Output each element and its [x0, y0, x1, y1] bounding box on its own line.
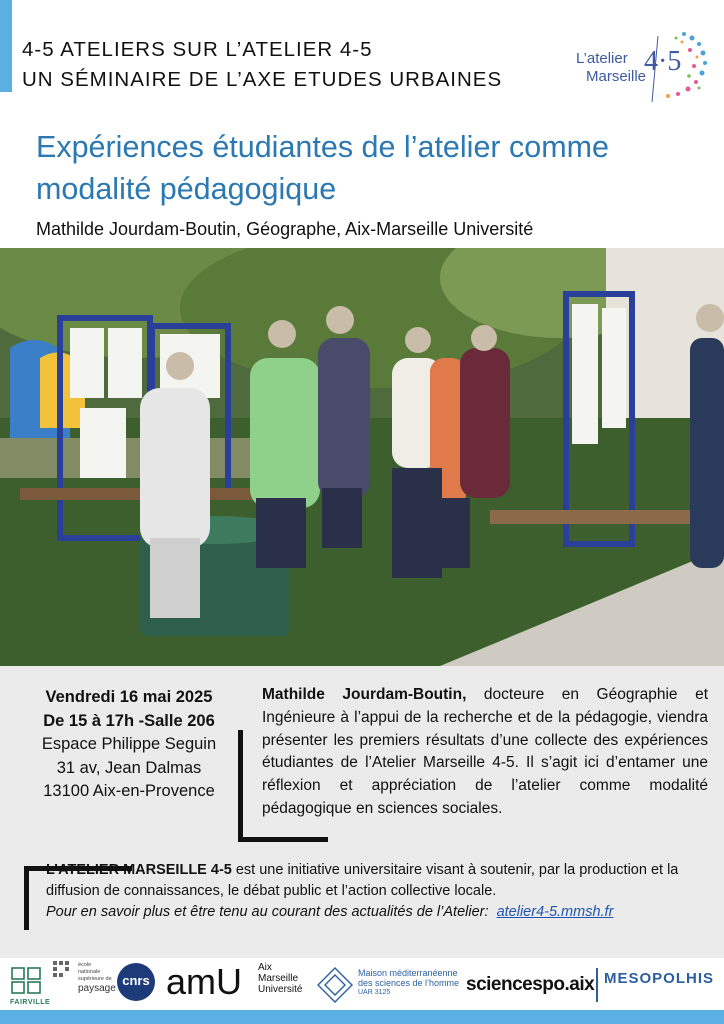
event-venue: Espace Philippe Seguin — [41, 735, 217, 753]
mmsh-line-1: Maison méditerranéenne — [358, 968, 458, 978]
event-time-room: De 15 à 17h -Salle 206 — [43, 711, 215, 730]
ensp-line-1: école — [78, 962, 92, 968]
amu-line-2: Marseille — [258, 973, 299, 984]
amu-line-3: Université — [258, 984, 303, 995]
note-bracket — [24, 866, 29, 930]
fairville-text: FAIRVILLE — [10, 999, 51, 1006]
logo-word-1: L’atelier — [576, 50, 628, 67]
mmsh-line-3: UAR 3125 — [358, 989, 391, 996]
event-city: 13100 Aix-en-Provence — [43, 782, 215, 800]
amu-mark: amU — [166, 961, 243, 1002]
top-accent-bar — [0, 0, 12, 92]
decorative-bracket — [238, 730, 243, 842]
amu-text — [258, 962, 302, 995]
decorative-bracket-base — [238, 837, 328, 842]
bottom-accent-bar — [0, 1010, 724, 1024]
cnrs-logo — [116, 962, 156, 1007]
speaker-line: Mathilde Jourdam-Boutin, Géographe, Aix-Marseille Université — [36, 219, 534, 239]
atelier-4-5-logo — [572, 26, 712, 106]
atelier-note — [46, 860, 712, 923]
cnrs-text: cnrs — [122, 973, 150, 988]
talk-description — [262, 684, 708, 821]
event-street: 31 av, Jean Dalmas — [56, 758, 202, 777]
note-more: Pour en savoir plus et être tenu au courant des actualités de l’Atelier: — [46, 904, 489, 920]
mesopolhis-divider — [596, 968, 598, 1002]
fairville-logo — [10, 966, 50, 1006]
mmsh-diamond-icon — [316, 966, 354, 1004]
atelier-website-link[interactable]: atelier4-5.mmsh.fr — [496, 904, 614, 920]
event-details — [24, 686, 234, 804]
note-text: est une initiative universitaire visant à soutenir, par la production et la diffusion de connaissances, le débat public et l’action collective locale. — [46, 862, 679, 899]
partner-logos — [0, 958, 724, 1010]
note-title: L’ATELIER MARSEILLE 4-5 — [46, 862, 232, 878]
amu-line-1: Aix — [258, 962, 272, 973]
ensp-line-4: paysage — [78, 983, 116, 994]
mmsh-logo — [316, 966, 460, 1009]
mesopolhis-logo: MESOPOLHIS — [604, 970, 715, 987]
event-date: Vendredi 16 mai 2025 — [45, 688, 213, 706]
fairville-icon — [10, 966, 44, 994]
mmsh-line-2: des sciences de l’homme — [358, 978, 460, 988]
sciencespo-logo: sciencespo.aix — [466, 974, 595, 995]
description-text: docteure en Géographie et Ingénieure à l’appui de la recherche et de la pédagogie, viendra présenter les premiers résultats d’une collecte des expériences étudiantes de l’Atelier Marseille 4-5. Il s’agit ici d’entamer une réflexion et appréciation de l’atelier comme modalité pédagogique en sciences sociales. — [262, 686, 708, 817]
photo-illustration — [0, 248, 724, 666]
event-photo — [0, 248, 724, 666]
logo-number: 4·5 — [644, 46, 682, 77]
ensp-logo — [52, 960, 116, 994]
logo-word-2: Marseille — [586, 68, 647, 85]
ensp-line-2: nationale — [78, 969, 101, 975]
talk-title: Expériences étudiantes de l’atelier comme modalité pédagogique — [36, 130, 610, 206]
ensp-line-3: supérieure de — [78, 976, 112, 982]
speaker-name: Mathilde Jourdam-Boutin, — [262, 686, 467, 703]
ensp-grid-icon — [52, 960, 74, 982]
header-line-1: 4-5 ATELIERS SUR L’ATELIER 4-5 — [22, 38, 373, 61]
header-line-2: UN SÉMINAIRE DE L’AXE ETUDES URBAINES — [22, 68, 503, 91]
